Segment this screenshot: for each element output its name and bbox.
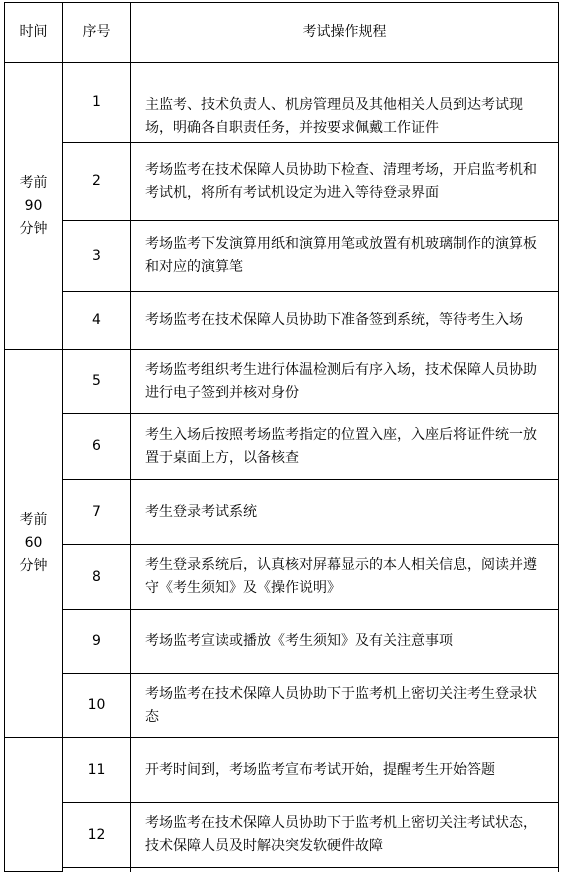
- time-group-90: [5, 63, 63, 350]
- row-procedure: 考场监考在技术保障人员协助下于监考机上密切关注考试状态，技术保障人员及时解决突发软硬件故障: [131, 803, 559, 868]
- time-group-label: 考前: [19, 512, 48, 528]
- table-row: [5, 545, 559, 610]
- row-procedure: 考生登录考试系统: [131, 480, 559, 545]
- row-procedure: 考场监考在技术保障人员协助下检查、清理考场，开启监考机和考试机，将所有考试机设定为进入等待登录界面: [131, 143, 559, 221]
- time-group-60: [5, 350, 63, 738]
- row-number: 11: [63, 738, 131, 803]
- row-procedure: 考场监考在技术保障人员协助下准备签到系统，等待考生入场: [131, 292, 559, 350]
- table-row: [5, 803, 559, 868]
- row-procedure: 考生登录系统后，认真核对屏幕显示的本人相关信息，阅读并遵守《考生须知》及《操作说明》: [131, 545, 559, 610]
- row-procedure: 考场监考下发演算用纸和演算用笔或放置有机玻璃制作的演算板和对应的演算笔: [131, 221, 559, 292]
- row-procedure: 主监考、技术负责人、机房管理员及其他相关人员到达考试现场，明确各自职责任务，并按要求佩戴工作证件: [131, 63, 559, 143]
- time-group-unit: 分钟: [19, 220, 48, 237]
- row-number: 12: [63, 803, 131, 868]
- row-procedure: 开考时间到，考场监考宣布考试开始，提醒考生开始答题: [131, 738, 559, 803]
- row-number: 6: [63, 414, 131, 480]
- row-number: 2: [63, 143, 131, 221]
- time-group-minutes: 60: [24, 535, 43, 551]
- row-number: 4: [63, 292, 131, 350]
- row-number: 7: [63, 480, 131, 545]
- table-row: [5, 292, 559, 350]
- row-procedure: 考场监考组织考生进行体温检测后有序入场，技术保障人员协助进行电子签到并核对身份: [131, 350, 559, 414]
- row-procedure: 考生入场后按照考场监考指定的位置入座，入座后将证件统一放置于桌面上方，以备核查: [131, 414, 559, 480]
- row-procedure: 考场监考宣读或播放《考生须知》及有关注意事项: [131, 610, 559, 674]
- row-number: 3: [63, 221, 131, 292]
- row-number: 8: [63, 545, 131, 610]
- exam-procedure-table: [4, 2, 559, 872]
- row-number: 10: [63, 674, 131, 738]
- time-group-unit: 分钟: [19, 558, 48, 574]
- row-number: 1: [63, 63, 131, 143]
- table-row: [5, 350, 559, 414]
- time-group-exam: [5, 738, 63, 872]
- table-header-row: [5, 3, 559, 63]
- table-row: [5, 674, 559, 738]
- table-row: [5, 143, 559, 221]
- header-seq: 序号: [63, 3, 131, 63]
- table-row: [5, 738, 559, 803]
- row-procedure: 考场监考在技术保障人员协助下于监考机上密切关注考生登录状态: [131, 674, 559, 738]
- time-group-minutes: 90: [24, 197, 43, 214]
- time-group-label: 考前: [19, 174, 48, 191]
- row-number: 9: [63, 610, 131, 674]
- header-time: 时间: [5, 3, 63, 63]
- table-row: [5, 480, 559, 545]
- table-row: [5, 610, 559, 674]
- table-row: [5, 63, 559, 143]
- row-number: 5: [63, 350, 131, 414]
- table-row: [5, 414, 559, 480]
- table-row: [5, 221, 559, 292]
- header-procedure: 考试操作规程: [131, 3, 559, 63]
